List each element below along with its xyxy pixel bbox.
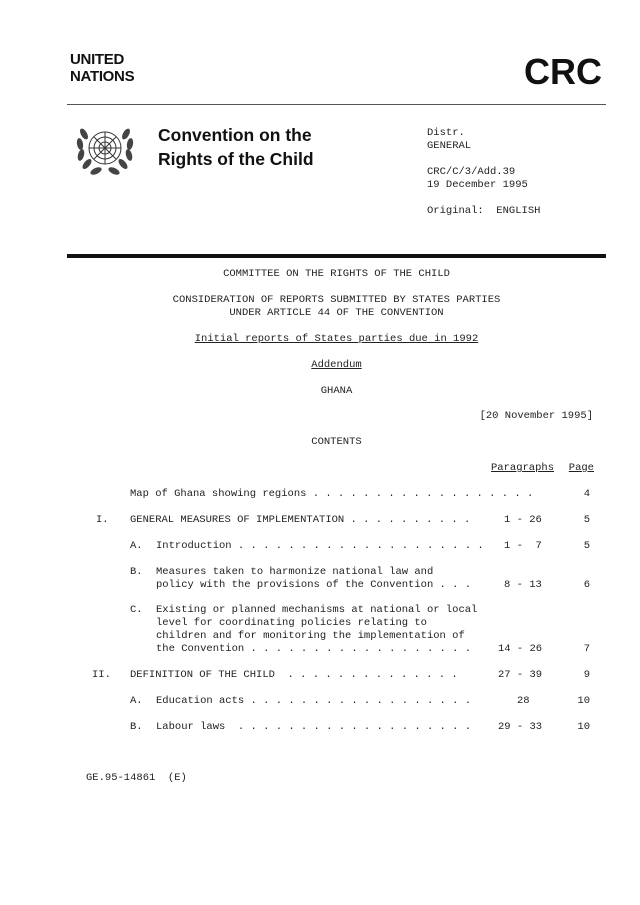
toc-entry-2-page: 5 [583,540,590,552]
toc-page-header-text: Page [568,462,594,474]
convention-title-line2: Rights of the Child [158,149,314,169]
toc-entry-map-line: Map of Ghana showing regions . . . . . . . . . . . . . . . . . . [130,488,534,500]
toc-entry-3-line1: Measures taken to harmonize national law and [156,566,434,578]
convention-title-line1: Convention on the [158,125,312,145]
toc-entry-3-line2: policy with the provisions of the Convention . . . [156,579,472,591]
initial-reports-text: Initial reports of States parties due in 1992 [194,333,479,345]
toc-entry-2-line: Introduction . . . . . . . . . . . . . . . . . . . . [156,540,484,552]
toc-entry-4-line4: the Convention . . . . . . . . . . . . . . . . . . [156,643,472,655]
toc-entry-1-page: 5 [583,514,590,526]
toc-entry-3-page: 6 [583,579,590,591]
toc-entry-4-line1: Existing or planned mechanisms at national or local [156,604,478,616]
org-name-line2: NATIONS [70,68,135,85]
toc-entry-1-paragraphs: 1 - 26 [504,514,542,526]
toc-entry-7-page: 10 [577,721,590,733]
toc-entry-4-page: 7 [583,643,590,655]
header-divider [67,104,606,105]
consideration-line2: UNDER ARTICLE 44 OF THE CONVENTION [229,307,444,319]
toc-entry-7-line: Labour laws . . . . . . . . . . . . . . . . . . . [156,721,472,733]
distribution-value: GENERAL [427,140,472,152]
toc-entry-6-line: Education acts . . . . . . . . . . . . . . . . . . [156,695,472,707]
toc-page-header [569,462,594,474]
toc-entry-2-paragraphs: 1 - 7 [504,540,542,552]
country-name: GHANA [320,385,353,397]
committee-title: COMMITTEE ON THE RIGHTS OF THE CHILD [223,268,450,280]
toc-entry-map-page: 4 [583,488,590,500]
toc-entry-1-line: GENERAL MEASURES OF IMPLEMENTATION . . . . . . . . . . [130,514,471,526]
header-thick-divider [67,254,606,258]
document-symbol: CRC/C/3/Add.39 [427,166,516,178]
toc-entry-7-paragraphs: 29 - 33 [498,721,543,733]
toc-entry-4-line2: level for coordinating policies relating to [156,617,427,629]
toc-entry-7-number: B. [130,721,143,733]
report-date: [20 November 1995] [479,410,593,422]
org-name-line1: UNITED [70,51,125,68]
toc-entry-6-number: A. [130,695,143,707]
toc-entry-2-number: A. [130,540,143,552]
un-emblem-icon [72,118,138,180]
job-number: GE.95-14861 (E) [86,772,187,784]
toc-entry-5-line: DEFINITION OF THE CHILD . . . . . . . . . . . . . . [130,669,458,681]
toc-entry-3-paragraphs: 8 - 13 [504,579,542,591]
toc-entry-4-line3: children and for monitoring the implementation of [156,630,465,642]
toc-entry-5-page: 9 [583,669,590,681]
initial-reports-heading [67,333,606,345]
document-date: 19 December 1995 [427,179,528,191]
distribution-label: Distr. [427,127,465,139]
addendum-heading [67,359,606,371]
toc-entry-6-page: 10 [577,695,590,707]
toc-paragraphs-header [491,462,554,474]
toc-entry-4-number: C. [130,604,143,616]
toc-entry-1-number: I. [96,514,109,526]
contents-heading: CONTENTS [311,436,362,448]
toc-entry-4-paragraphs: 14 - 26 [498,643,543,655]
toc-entry-6-paragraphs: 28 [517,695,530,707]
org-name [70,51,134,85]
toc-entry-3-number: B. [130,566,143,578]
document-code: CRC [524,51,602,92]
toc-entry-5-paragraphs: 27 - 39 [498,669,543,681]
consideration-line1: CONSIDERATION OF REPORTS SUBMITTED BY STATES PARTIES [172,294,501,306]
original-language: Original: ENGLISH [427,205,541,217]
toc-paragraphs-header-text: Paragraphs [491,462,555,474]
convention-title [158,123,314,171]
addendum-text: Addendum [311,359,362,371]
toc-entry-5-number: II. [92,669,111,681]
